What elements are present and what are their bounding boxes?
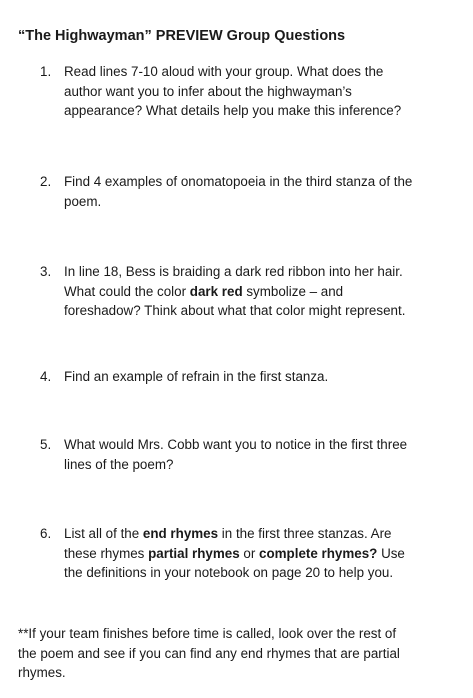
- extension-note: **If your team finishes before time is called, look over the rest of the poem and see if you can find any end rhymes that are partial rhymes.: [18, 626, 400, 680]
- emphasis-partial-rhymes: partial rhymes: [148, 545, 240, 561]
- question-6: [40, 524, 460, 583]
- question-number: 6.: [40, 526, 52, 541]
- question-1: [40, 62, 460, 121]
- emphasis-end-rhymes: end rhymes: [142, 526, 219, 541]
- question-text: Find 4 examples of onomatopoeia in the third stanza of the poem.: [64, 174, 413, 209]
- emphasis-complete-rhymes: complete rhymes?: [259, 545, 378, 561]
- question-number: 2.: [40, 174, 52, 189]
- question-5: [40, 435, 460, 474]
- question-number: 1.: [40, 64, 52, 79]
- question-text: In line 18, Bess is braiding a dark red ribbon into her hair. What could the color dark red symbolize – and foreshadow? Think about what that color might represent.: [64, 264, 406, 318]
- question-text: Read lines 7-10 aloud with your group. What does the author want you to infer about the highwayman’s appearance? What details help you make this inference?: [64, 64, 402, 118]
- question-number: 3.: [40, 264, 52, 279]
- question-text: List all of the end rhymes in the first three stanzas. Are these rhymes partial rhymes or complete rhymes? Use the definitions in your notebook on page 20 to help you.: [64, 526, 405, 580]
- question-4: [40, 367, 460, 387]
- question-3: [40, 262, 460, 321]
- page-title: “The Highwayman” PREVIEW Group Questions: [18, 28, 346, 44]
- question-text: Find an example of refrain in the first stanza.: [64, 369, 329, 384]
- question-number: 5.: [40, 437, 52, 452]
- question-2: [40, 172, 460, 211]
- question-number: 4.: [40, 369, 52, 384]
- emphasis-dark-red: dark red: [189, 283, 243, 299]
- question-text: What would Mrs. Cobb want you to notice in the first three lines of the poem?: [64, 437, 408, 472]
